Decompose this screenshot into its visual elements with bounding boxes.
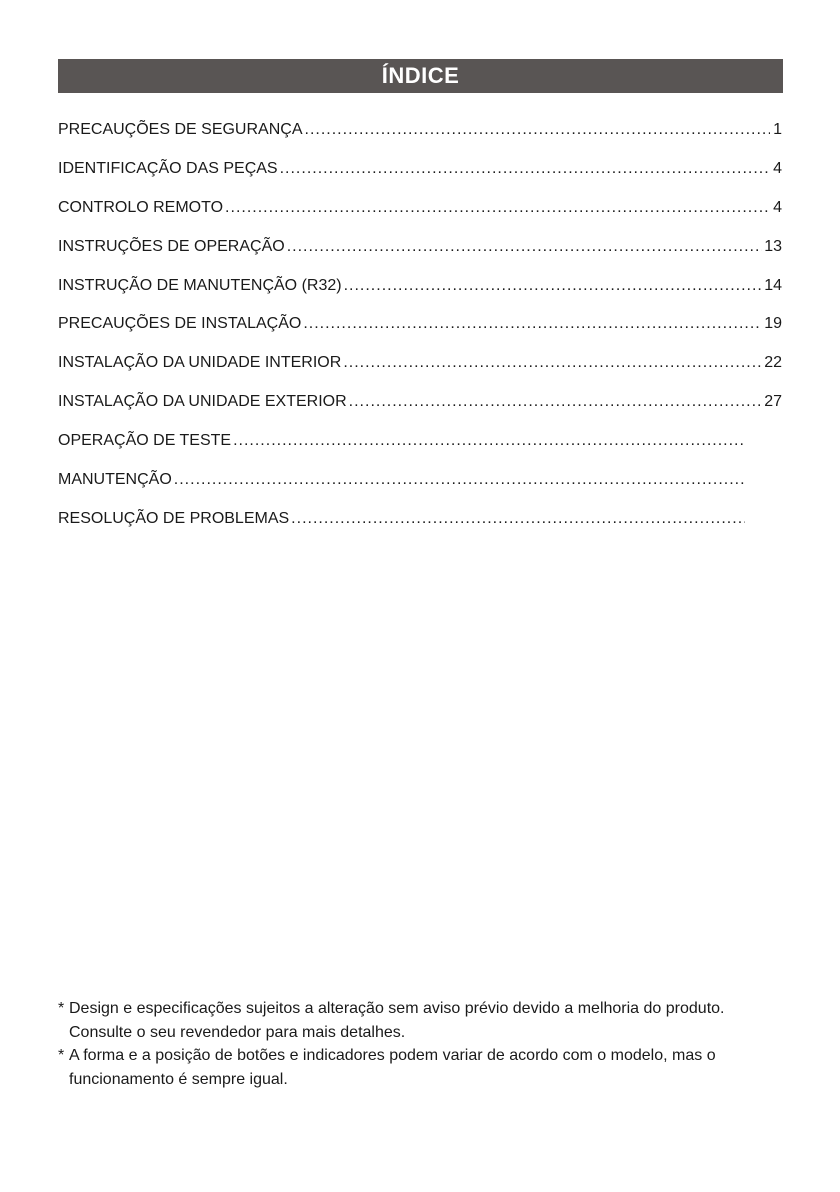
toc-entry-label: CONTROLO REMOTO [58,198,224,216]
footnote-button-variation [58,1044,784,1091]
toc-page-number: 19 [764,315,782,333]
toc-entry-label: INSTRUÇÕES DE OPERAÇÃO [58,237,285,255]
footnote-text: Design e especificações sujeitos a alteração sem aviso prévio devido a melhoria do produto. Consulte o seu revendedor para mais detalhes. [69,1000,725,1041]
title-bar [58,59,783,93]
toc-entry-maintenance[interactable] [58,466,757,505]
toc-entry-parts-identification[interactable] [58,155,782,194]
toc-entry-test-operation[interactable] [58,427,757,466]
page-title: ÍNDICE [381,63,460,88]
toc-dot-leader [305,116,771,144]
toc-entry-installation-precautions[interactable] [58,310,782,349]
toc-page-number: 4 [773,198,782,216]
footnote-asterisk: * [58,1000,65,1017]
toc-dot-leader [233,427,745,455]
toc-entry-label: INSTRUÇÃO DE MANUTENÇÃO (R32) [58,276,342,294]
toc-page-number: 13 [764,237,782,255]
toc-entry-label: INSTALAÇÃO DA UNIDADE EXTERIOR [58,393,347,411]
table-of-contents [58,116,782,544]
toc-dot-leader [303,310,762,338]
toc-entry-label: PRECAUÇÕES DE INSTALAÇÃO [58,315,302,333]
toc-page-number: 14 [764,276,782,294]
toc-entry-safety-precautions[interactable] [58,116,782,155]
toc-entry-remote-control[interactable] [58,194,782,233]
toc-dot-leader [225,194,770,222]
toc-page-number: 22 [764,354,782,372]
toc-entry-label: MANUTENÇÃO [58,471,172,489]
toc-entry-maintenance-instruction[interactable] [58,272,782,311]
toc-entry-label: IDENTIFICAÇÃO DAS PEÇAS [58,159,278,177]
toc-page-number: 27 [764,393,782,411]
footnote-text: A forma e a posição de botões e indicadores podem variar de acordo com o modelo, mas o funcionamento é sempre igual. [69,1047,716,1088]
toc-dot-leader [343,349,762,377]
toc-entry-troubleshooting[interactable] [58,505,757,544]
toc-entry-indoor-unit-installation[interactable] [58,349,782,388]
toc-dot-leader [291,505,745,533]
footnote-design-changes [58,997,784,1044]
toc-page-number: 4 [773,159,782,177]
footnote-asterisk: * [58,1047,65,1064]
toc-entry-label: INSTALAÇÃO DA UNIDADE INTERIOR [58,354,342,372]
toc-entry-operation-instructions[interactable] [58,233,782,272]
toc-entry-outdoor-unit-installation[interactable] [58,388,782,427]
toc-entry-label: OPERAÇÃO DE TESTE [58,432,232,450]
toc-page-number: 1 [773,121,782,138]
toc-dot-leader [349,388,763,416]
toc-dot-leader [174,466,745,494]
toc-dot-leader [280,155,770,183]
toc-dot-leader [344,272,763,300]
toc-entry-label: PRECAUÇÕES DE SEGURANÇA [58,121,303,138]
footnotes [58,997,784,1091]
toc-dot-leader [287,233,763,261]
toc-entry-label: RESOLUÇÃO DE PROBLEMAS [58,509,290,527]
